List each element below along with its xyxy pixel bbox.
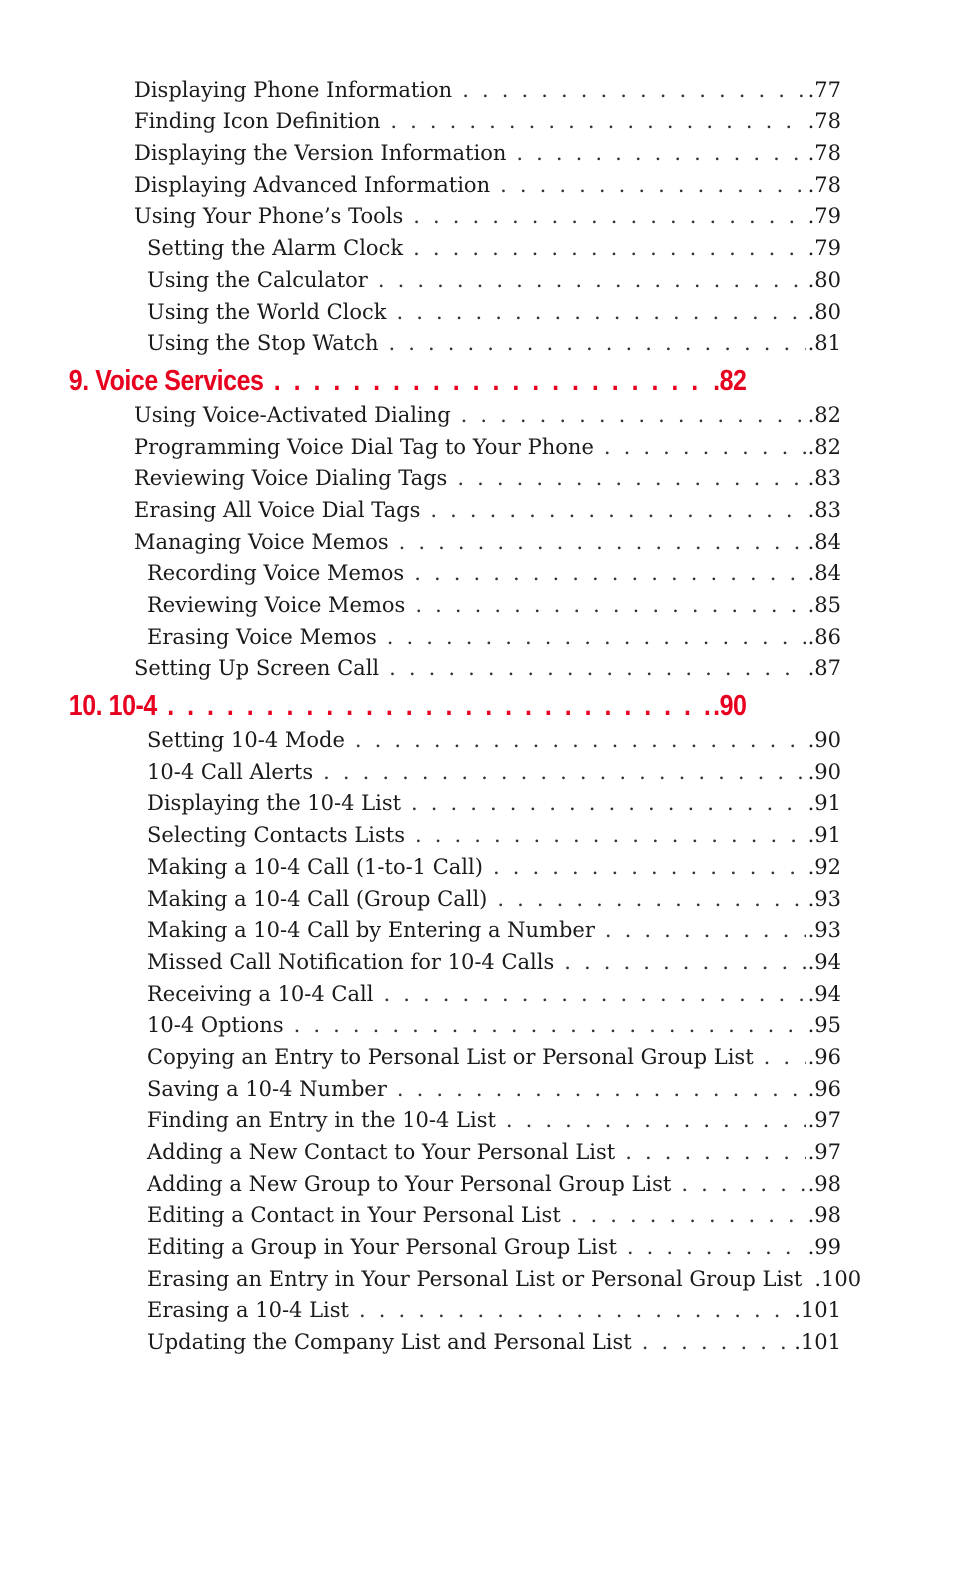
toc-entry-title: Adding a New Contact to Your Personal List — [147, 1140, 616, 1164]
toc-entry-page-number: .79 — [807, 236, 841, 261]
toc-entry-page-number: .86 — [807, 624, 841, 649]
toc-entry[interactable] — [0, 264, 954, 296]
dot-leader — [390, 109, 805, 133]
toc-entry[interactable] — [0, 399, 954, 431]
toc-entry[interactable] — [0, 819, 954, 851]
toc-entry-title: Making a 10-4 Call (1-to-1 Call) — [147, 854, 483, 879]
toc-entry-title: Missed Call Notification for 10-4 Calls — [147, 949, 555, 974]
toc-chapter-heading[interactable] — [0, 359, 954, 399]
dot-leader — [764, 1045, 806, 1069]
toc-entry-title: Saving a 10-4 Number — [147, 1076, 387, 1101]
toc-entry-page-number: .90 — [713, 690, 747, 723]
toc-entry[interactable] — [0, 653, 954, 685]
dot-leader — [571, 1203, 806, 1227]
dot-leader — [383, 982, 805, 1006]
toc-entry[interactable] — [0, 296, 954, 328]
toc-entry-title: Setting 10-4 Mode — [147, 728, 345, 753]
dot-leader — [457, 466, 805, 490]
toc-entry-title: 10-4 Call Alerts — [147, 759, 314, 784]
toc-entry[interactable] — [0, 526, 954, 558]
toc-entry[interactable] — [0, 724, 954, 756]
dot-leader — [415, 823, 806, 847]
dot-leader — [430, 498, 805, 522]
toc-entry-title: Displaying the Version Information — [134, 141, 507, 166]
toc-entry[interactable] — [0, 1010, 954, 1042]
toc-entry-page-number: .84 — [807, 529, 841, 554]
toc-entry-page-number: .82 — [807, 434, 841, 459]
toc-entry[interactable] — [0, 1105, 954, 1137]
dot-leader — [397, 1077, 806, 1101]
toc-entry-title: Making a 10-4 Call (Group Call) — [147, 886, 488, 911]
toc-entry[interactable] — [0, 494, 954, 526]
dot-leader — [399, 530, 806, 554]
dot-leader — [564, 950, 805, 974]
toc-entry-title: Using the Calculator — [147, 267, 368, 292]
toc-entry-page-number: .80 — [807, 299, 841, 324]
toc-entry-page-number: .93 — [807, 918, 841, 943]
toc-entry-page-number: .94 — [807, 949, 841, 974]
toc-entry-title: Erasing an Entry in Your Personal List or Personal Group List — [147, 1266, 803, 1291]
toc-entry[interactable] — [0, 1200, 954, 1232]
toc-entry[interactable] — [0, 74, 954, 106]
toc-entry-title: Using the Stop Watch — [147, 331, 379, 356]
toc-entry[interactable] — [0, 1041, 954, 1073]
toc-entry-page-number: .90 — [807, 728, 841, 753]
dot-leader — [642, 1330, 793, 1354]
toc-entry-page-number: .78 — [807, 172, 841, 197]
toc-entry-title: Erasing a 10-4 List — [147, 1298, 349, 1323]
toc-entry-page-number: .78 — [807, 141, 841, 166]
toc-entry[interactable] — [0, 851, 954, 883]
toc-entry[interactable] — [0, 1073, 954, 1105]
toc-entry[interactable] — [0, 756, 954, 788]
toc-entry-title: 9. Voice Services — [68, 365, 264, 398]
toc-entry-title: Using Your Phone’s Tools — [134, 204, 404, 229]
toc-entry-title: Finding an Entry in the 10-4 List — [147, 1108, 496, 1133]
toc-entry-page-number: .83 — [807, 466, 841, 491]
toc-chapter-heading[interactable] — [0, 684, 954, 724]
toc-entry-page-number: .97 — [807, 1108, 841, 1133]
dot-leader — [462, 78, 805, 102]
toc-entry-page-number: .79 — [807, 204, 841, 229]
toc-entry[interactable] — [0, 558, 954, 590]
toc-entry-title: Managing Voice Memos — [134, 529, 389, 554]
toc-entry-title: Programming Voice Dial Tag to Your Phone — [134, 434, 594, 459]
dot-leader — [516, 141, 805, 165]
toc-entry-page-number: .83 — [807, 497, 841, 522]
dot-leader — [387, 625, 806, 649]
toc-entry[interactable] — [0, 463, 954, 495]
toc-entry-title: Setting the Alarm Clock — [147, 236, 404, 261]
dot-leader — [355, 728, 806, 752]
toc-entry-title: 10. 10-4 — [68, 690, 157, 723]
toc-entry-page-number: .93 — [807, 886, 841, 911]
dot-leader — [413, 236, 806, 260]
toc-entry-title: Reviewing Voice Memos — [147, 593, 406, 617]
toc-entry-page-number: .95 — [807, 1013, 841, 1038]
toc-entry-page-number: .100 — [814, 1266, 862, 1291]
toc-entry-page-number: .77 — [807, 77, 841, 102]
toc-entry-title: Using Voice-Activated Dialing — [134, 402, 451, 427]
toc-entry-page-number: .99 — [807, 1235, 841, 1260]
toc-entry-title: Finding Icon Definition — [134, 109, 381, 134]
toc-entry-page-number: .90 — [807, 759, 841, 784]
toc-entry-title: 10-4 Options — [147, 1013, 284, 1038]
toc-entry-title: Receiving a 10-4 Call — [147, 981, 374, 1006]
dot-leader — [294, 1013, 806, 1037]
toc-entry-title: Selecting Contacts Lists — [147, 823, 406, 848]
dot-leader — [500, 173, 806, 197]
toc-entry[interactable] — [0, 106, 954, 138]
toc-entry[interactable] — [0, 137, 954, 169]
dot-leader — [378, 268, 806, 292]
toc-entry-title: Displaying Phone Information — [134, 77, 453, 102]
toc-entry[interactable] — [0, 328, 954, 360]
dot-leader — [397, 300, 806, 324]
toc-entry-title: Reviewing Voice Dialing Tags — [134, 466, 448, 491]
toc-entry[interactable] — [0, 978, 954, 1010]
toc-entry[interactable] — [0, 788, 954, 820]
toc-entry-title: Copying an Entry to Personal List or Personal Group List — [147, 1044, 754, 1069]
toc-entry-title: Recording Voice Memos — [147, 561, 405, 586]
toc-entry-page-number: .82 — [807, 402, 841, 427]
toc-entry-page-number: .80 — [807, 267, 841, 292]
dot-leader — [411, 791, 806, 815]
dot-leader — [506, 1108, 806, 1132]
toc-entry-page-number: .91 — [807, 823, 841, 848]
toc-entry-title: Editing a Contact in Your Personal List — [147, 1203, 561, 1228]
toc-entry-title: Erasing All Voice Dial Tags — [134, 497, 421, 522]
toc-entry[interactable] — [0, 1295, 954, 1327]
dot-leader — [167, 690, 711, 722]
toc-entry-page-number: .96 — [807, 1044, 841, 1069]
dot-leader — [389, 331, 806, 355]
dot-leader — [605, 918, 806, 942]
toc-entry-page-number: .91 — [807, 791, 841, 816]
dot-leader — [497, 887, 805, 911]
toc-entry[interactable] — [0, 621, 954, 653]
toc-entry[interactable] — [0, 201, 954, 233]
dot-leader — [323, 760, 805, 784]
dot-leader — [359, 1298, 792, 1322]
toc-entry[interactable] — [0, 883, 954, 915]
toc-entry-page-number: .98 — [807, 1171, 841, 1196]
toc-entry-page-number: .96 — [807, 1076, 841, 1101]
toc-entry[interactable] — [0, 232, 954, 264]
dot-leader — [413, 204, 805, 228]
toc-entry-page-number: .87 — [807, 656, 841, 681]
toc-entry-page-number: .78 — [807, 109, 841, 134]
dot-leader — [415, 593, 805, 617]
toc-entry-page-number: .101 — [794, 1298, 841, 1323]
dot-leader — [461, 403, 806, 427]
toc-entry-page-number: .92 — [807, 854, 841, 879]
dot-leader — [625, 1140, 805, 1164]
dot-leader — [389, 656, 805, 680]
toc-entry[interactable] — [0, 946, 954, 978]
toc-entry-title: Displaying the 10-4 List — [147, 791, 402, 816]
toc-entry[interactable] — [0, 169, 954, 201]
toc-entry-page-number: .101 — [794, 1330, 841, 1355]
toc-entry[interactable] — [0, 1326, 954, 1358]
dot-leader — [274, 365, 712, 397]
toc-entry[interactable] — [0, 915, 954, 947]
toc-entry-page-number: .84 — [807, 561, 841, 586]
dot-leader — [414, 561, 805, 585]
toc-entry-title: Erasing Voice Memos — [147, 624, 377, 649]
toc-entry-page-number: .97 — [807, 1140, 841, 1164]
toc-entry-title: Updating the Company List and Personal List — [147, 1330, 632, 1355]
toc-entry-title: Editing a Group in Your Personal Group List — [147, 1235, 617, 1260]
toc-entry-title: Displaying Advanced Information — [134, 172, 491, 197]
toc-entry-page-number: .82 — [713, 365, 747, 398]
toc-entry-page-number: .85 — [807, 593, 841, 617]
toc-entry[interactable] — [0, 1263, 954, 1295]
toc-entry[interactable] — [0, 1136, 954, 1168]
toc-entry[interactable] — [0, 1231, 954, 1263]
table-of-contents — [0, 74, 954, 1358]
toc-entry-title: Using the World Clock — [147, 299, 387, 324]
toc-entry[interactable] — [0, 431, 954, 463]
toc-entry-page-number: .94 — [807, 981, 841, 1006]
toc-entry[interactable] — [0, 589, 954, 621]
toc-entry-title: Setting Up Screen Call — [134, 656, 380, 681]
dot-leader — [604, 435, 806, 459]
toc-entry[interactable] — [0, 1168, 954, 1200]
toc-entry-page-number: .98 — [807, 1203, 841, 1228]
toc-entry-title: Adding a New Group to Your Personal Group List — [147, 1171, 672, 1196]
dot-leader — [493, 855, 806, 879]
toc-entry-title: Making a 10-4 Call by Entering a Number — [147, 918, 595, 943]
dot-leader — [681, 1172, 805, 1196]
toc-entry-page-number: .81 — [807, 331, 841, 356]
dot-leader — [627, 1235, 806, 1259]
